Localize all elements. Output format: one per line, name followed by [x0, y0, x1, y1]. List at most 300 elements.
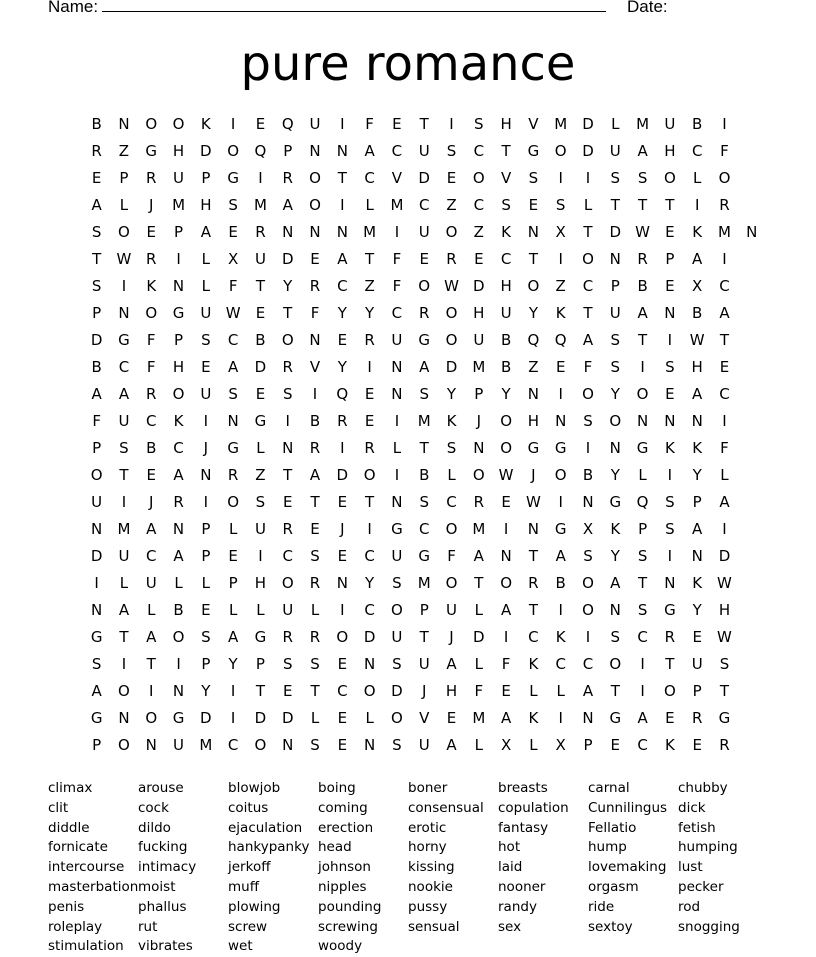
grid-letter: R — [146, 250, 157, 268]
grid-letter: O — [472, 466, 485, 484]
grid-letter: T — [665, 655, 675, 673]
word-search-grid — [83, 114, 765, 762]
grid-letter: K — [528, 709, 539, 727]
grid-letter: I — [558, 709, 563, 727]
grid-letter: T — [665, 196, 675, 214]
grid-letter: V — [391, 169, 403, 187]
grid-letter: T — [419, 628, 429, 646]
grid-row — [83, 681, 765, 708]
date-field — [627, 0, 668, 17]
grid-row — [83, 276, 765, 303]
word-list-item: ejaculation — [228, 819, 303, 836]
grid-letter: A — [146, 520, 157, 538]
grid-letter: T — [419, 115, 429, 133]
grid-letter: O — [336, 628, 349, 646]
grid-letter: P — [174, 223, 184, 241]
grid-letter: E — [555, 358, 566, 376]
grid-letter: G — [609, 493, 622, 511]
word-list-item: chubby — [678, 780, 728, 796]
grid-letter: E — [255, 304, 266, 322]
grid-letter: E — [337, 736, 348, 754]
grid-letter: I — [367, 358, 372, 376]
grid-letter: S — [392, 736, 402, 754]
grid-letter: Y — [228, 655, 238, 673]
grid-letter: I — [394, 223, 400, 241]
grid-letter: L — [529, 736, 538, 754]
grid-letter: O — [145, 115, 158, 133]
grid-letter: R — [309, 574, 321, 592]
word-list-item: blowjob — [228, 780, 281, 796]
grid-letter: E — [310, 250, 320, 268]
grid-letter: J — [421, 682, 427, 700]
grid-letter: N — [636, 412, 649, 430]
word-list-item: nipples — [318, 878, 367, 895]
grid-letter: S — [610, 628, 621, 646]
grid-letter: D — [281, 709, 294, 727]
word-list-item: fornicate — [48, 839, 108, 856]
grid-letter: A — [200, 223, 211, 241]
grid-letter: W — [717, 574, 732, 592]
word-list-item: masterbation — [48, 878, 139, 895]
grid-letter: C — [418, 520, 430, 538]
grid-letter: S — [610, 358, 621, 376]
word-list-item: sex — [498, 918, 522, 935]
grid-letter: N — [500, 547, 512, 565]
word-list-item: fetish — [678, 819, 716, 836]
grid-letter: P — [419, 601, 429, 619]
grid-letter: L — [447, 466, 456, 484]
grid-letter: N — [527, 520, 540, 538]
grid-letter: W — [225, 304, 241, 322]
grid-letter: O — [281, 574, 294, 592]
grid-letter: V — [500, 169, 512, 187]
grid-letter: E — [419, 250, 429, 268]
grid-letter: E — [201, 358, 211, 376]
word-list-item: wet — [228, 938, 253, 955]
grid-letter: D — [90, 547, 103, 565]
grid-letter: G — [554, 439, 567, 457]
grid-letter: N — [172, 277, 185, 295]
grid-letter: L — [147, 601, 156, 619]
grid-row — [83, 330, 765, 357]
grid-letter: U — [418, 736, 430, 754]
grid-letter: O — [527, 277, 540, 295]
grid-letter: S — [528, 169, 539, 187]
grid-letter: I — [176, 655, 181, 673]
grid-letter: I — [312, 385, 318, 403]
grid-letter: B — [146, 439, 157, 457]
grid-letter: Q — [254, 142, 267, 160]
grid-letter: A — [500, 601, 512, 619]
grid-letter: C — [391, 142, 403, 160]
grid-row — [83, 195, 765, 222]
grid-letter: Y — [610, 466, 620, 484]
word-list-item: vibrates — [138, 938, 193, 955]
word-list-item: stimulation — [48, 938, 124, 955]
grid-letter: W — [525, 493, 541, 511]
grid-letter: R — [473, 493, 485, 511]
grid-letter: B — [500, 358, 512, 376]
grid-letter: Q — [281, 115, 294, 133]
grid-letter: F — [720, 142, 729, 160]
grid-letter: W — [689, 331, 705, 349]
grid-letter: A — [173, 547, 184, 565]
grid-letter: P — [283, 142, 293, 160]
grid-letter: Q — [527, 331, 540, 349]
grid-letter: C — [418, 196, 430, 214]
grid-row — [83, 222, 765, 249]
grid-letter: S — [637, 547, 648, 565]
grid-letter: E — [228, 223, 238, 241]
grid-letter: A — [91, 385, 102, 403]
grid-letter: I — [503, 628, 509, 646]
grid-letter: L — [529, 682, 538, 700]
grid-letter: O — [227, 493, 240, 511]
grid-letter: I — [722, 115, 727, 133]
grid-letter: O — [445, 574, 458, 592]
word-list — [48, 779, 768, 957]
grid-letter: C — [391, 304, 403, 322]
grid-letter: I — [285, 412, 290, 430]
grid-letter: D — [418, 169, 430, 187]
grid-letter: C — [337, 682, 348, 700]
word-list-item: copulation — [498, 799, 569, 816]
grid-letter: A — [91, 682, 102, 700]
grid-letter: Z — [528, 358, 539, 376]
grid-letter: I — [340, 196, 345, 214]
grid-letter: K — [501, 223, 512, 241]
grid-letter: N — [664, 304, 676, 322]
grid-letter: G — [172, 304, 185, 322]
grid-letter: P — [201, 520, 211, 538]
grid-letter: G — [90, 709, 103, 727]
grid-letter: K — [528, 655, 539, 673]
grid-letter: N — [582, 709, 594, 727]
grid-letter: S — [446, 142, 457, 160]
grid-letter: P — [228, 574, 238, 592]
grid-letter: A — [91, 196, 102, 214]
grid-letter: Y — [610, 385, 620, 403]
word-list-item: clit — [48, 799, 69, 816]
grid-letter: U — [282, 601, 294, 619]
grid-letter: O — [582, 385, 594, 403]
grid-row — [83, 357, 765, 384]
grid-letter: M — [472, 709, 486, 727]
grid-letter: R — [309, 277, 321, 295]
grid-letter: X — [555, 223, 566, 241]
grid-letter: N — [91, 601, 103, 619]
grid-letter: I — [558, 493, 563, 511]
grid-letter: O — [363, 682, 376, 700]
grid-letter: T — [528, 547, 538, 565]
grid-letter: U — [200, 304, 212, 322]
grid-letter: K — [610, 520, 621, 538]
grid-letter: J — [340, 520, 345, 538]
grid-letter: F — [392, 250, 402, 268]
grid-letter: J — [449, 628, 454, 646]
grid-letter: H — [500, 277, 512, 295]
grid-letter: T — [419, 439, 429, 457]
grid-letter: M — [117, 520, 131, 538]
grid-letter: U — [691, 655, 703, 673]
grid-letter: I — [230, 709, 236, 727]
word-list-item: orgasm — [588, 878, 639, 895]
grid-letter: N — [118, 304, 130, 322]
grid-letter: S — [310, 655, 320, 673]
grid-letter: N — [555, 412, 567, 430]
grid-letter: S — [419, 493, 429, 511]
grid-letter: H — [500, 115, 512, 133]
word-list-item: arouse — [138, 780, 184, 796]
grid-letter: O — [609, 655, 622, 673]
grid-letter: G — [718, 709, 731, 727]
word-list-item: johnson — [318, 859, 371, 876]
grid-letter: S — [583, 547, 593, 565]
grid-letter: R — [691, 709, 703, 727]
grid-letter: O — [145, 304, 158, 322]
grid-letter: R — [173, 493, 184, 511]
grid-letter: I — [558, 385, 563, 403]
grid-letter: A — [118, 601, 130, 619]
grid-letter: K — [692, 223, 703, 241]
grid-letter: P — [638, 520, 648, 538]
grid-letter: F — [228, 277, 238, 295]
name-blank-line — [102, 0, 606, 12]
grid-letter: U — [473, 331, 485, 349]
grid-letter: I — [94, 574, 99, 592]
grid-letter: M — [417, 412, 431, 430]
grid-letter: E — [665, 277, 675, 295]
grid-letter: I — [176, 250, 181, 268]
grid-letter: U — [91, 493, 103, 511]
grid-letter: A — [582, 682, 594, 700]
grid-letter: M — [172, 196, 186, 214]
grid-letter: R — [227, 466, 239, 484]
grid-letter: E — [665, 385, 675, 403]
word-list-item: randy — [498, 898, 537, 915]
grid-letter: R — [637, 250, 648, 268]
word-list-item: head — [318, 839, 352, 856]
grid-letter: M — [253, 196, 267, 214]
grid-letter: R — [282, 358, 293, 376]
grid-letter: T — [337, 169, 347, 187]
grid-letter: C — [364, 601, 375, 619]
grid-letter: X — [555, 736, 566, 754]
grid-letter: O — [309, 169, 321, 187]
grid-letter: A — [337, 250, 348, 268]
grid-letter: D — [200, 709, 212, 727]
grid-letter: O — [118, 223, 130, 241]
grid-letter: C — [719, 277, 730, 295]
grid-letter: S — [228, 385, 238, 403]
grid-letter: L — [474, 601, 483, 619]
grid-letter: L — [365, 196, 374, 214]
grid-letter: S — [665, 358, 675, 376]
grid-letter: T — [310, 493, 320, 511]
grid-letter: A — [555, 547, 566, 565]
grid-letter: N — [282, 223, 294, 241]
grid-letter: A — [637, 709, 648, 727]
grid-letter: Z — [473, 223, 484, 241]
grid-letter: U — [391, 628, 403, 646]
grid-letter: N — [200, 466, 212, 484]
grid-letter: T — [638, 331, 648, 349]
grid-letter: V — [528, 115, 539, 133]
grid-letter: D — [582, 115, 594, 133]
grid-letter: D — [582, 142, 594, 160]
grid-letter: S — [201, 331, 211, 349]
grid-letter: J — [149, 493, 154, 511]
grid-letter: M — [363, 223, 377, 241]
grid-letter: C — [691, 142, 703, 160]
grid-letter: J — [149, 196, 154, 214]
grid-letter: N — [691, 547, 703, 565]
grid-letter: I — [230, 682, 236, 700]
grid-letter: E — [255, 115, 266, 133]
grid-letter: O — [118, 736, 130, 754]
grid-letter: W — [717, 628, 732, 646]
grid-letter: T — [583, 223, 593, 241]
grid-letter: A — [719, 304, 730, 322]
word-list-item: climax — [48, 780, 93, 796]
grid-letter: E — [337, 709, 348, 727]
grid-letter: U — [664, 115, 676, 133]
grid-letter: R — [664, 628, 676, 646]
grid-letter: U — [609, 304, 621, 322]
grid-letter: I — [258, 169, 263, 187]
grid-letter: N — [364, 736, 376, 754]
grid-letter: I — [394, 412, 400, 430]
word-list-item: sextoy — [588, 918, 633, 935]
word-list-item: laid — [498, 859, 523, 876]
grid-letter: P — [692, 682, 702, 700]
grid-letter: E — [364, 412, 375, 430]
grid-letter: N — [227, 412, 239, 430]
grid-letter: R — [719, 196, 730, 214]
grid-letter: T — [610, 682, 620, 700]
grid-letter: G — [227, 439, 239, 457]
grid-letter: R — [282, 628, 293, 646]
grid-letter: U — [418, 655, 430, 673]
grid-letter: O — [718, 169, 731, 187]
word-list-item: pussy — [408, 898, 448, 915]
grid-letter: T — [92, 250, 102, 268]
grid-letter: A — [309, 466, 321, 484]
grid-letter: E — [337, 493, 348, 511]
word-list-item: roleplay — [48, 918, 103, 935]
grid-letter: I — [667, 466, 673, 484]
grid-letter: E — [146, 223, 156, 241]
grid-letter: C — [719, 385, 730, 403]
grid-letter: A — [364, 142, 375, 160]
grid-letter: T — [638, 574, 648, 592]
grid-letter: O — [445, 331, 458, 349]
grid-letter: D — [473, 628, 485, 646]
grid-letter: Y — [365, 574, 375, 592]
grid-letter: L — [201, 250, 211, 268]
grid-letter: U — [118, 412, 130, 430]
grid-letter: A — [692, 520, 703, 538]
grid-letter: N — [118, 115, 130, 133]
grid-letter: F — [720, 439, 729, 457]
grid-letter: H — [445, 682, 458, 700]
grid-letter: E — [610, 736, 621, 754]
grid-letter: K — [692, 439, 703, 457]
grid-letter: X — [500, 736, 512, 754]
word-list-item: Fellatio — [588, 819, 637, 836]
grid-letter: K — [200, 115, 211, 133]
grid-letter: A — [282, 196, 293, 214]
grid-letter: T — [528, 250, 538, 268]
grid-letter: T — [119, 466, 129, 484]
name-label: Name: — [48, 0, 99, 16]
grid-letter: J — [531, 466, 536, 484]
grid-letter: K — [664, 736, 675, 754]
grid-row — [83, 600, 765, 627]
grid-letter: H — [473, 304, 485, 322]
grid-letter: E — [364, 385, 375, 403]
grid-letter: I — [558, 250, 563, 268]
grid-letter: O — [472, 169, 485, 187]
grid-letter: C — [146, 547, 157, 565]
grid-letter: Y — [283, 277, 293, 295]
grid-letter: H — [527, 412, 540, 430]
grid-letter: C — [364, 547, 375, 565]
word-list-item: jerkoff — [228, 859, 271, 876]
grid-letter: L — [474, 736, 483, 754]
grid-letter: A — [173, 466, 184, 484]
grid-letter: N — [664, 574, 676, 592]
grid-letter: L — [310, 601, 320, 619]
grid-letter: E — [337, 655, 348, 673]
grid-letter: T — [119, 628, 129, 646]
grid-letter: A — [610, 574, 621, 592]
word-list-item: lust — [678, 859, 703, 876]
grid-row — [83, 249, 765, 276]
grid-letter: P — [474, 385, 484, 403]
word-list-item: intercourse — [48, 859, 125, 876]
grid-letter: O — [418, 277, 431, 295]
grid-letter: A — [692, 250, 703, 268]
grid-letter: E — [282, 493, 293, 511]
grid-letter: J — [476, 412, 482, 430]
grid-letter: G — [664, 601, 676, 619]
grid-letter: P — [583, 736, 593, 754]
grid-letter: G — [418, 331, 431, 349]
grid-letter: N — [582, 493, 594, 511]
grid-letter: O — [500, 574, 512, 592]
grid-letter: L — [228, 520, 238, 538]
grid-letter: G — [254, 628, 267, 646]
grid-letter: N — [527, 385, 540, 403]
grid-letter: A — [719, 493, 730, 511]
grid-letter: L — [720, 466, 729, 484]
word-list-item: diddle — [48, 819, 90, 836]
grid-letter: E — [719, 358, 730, 376]
grid-letter: R — [337, 412, 348, 430]
grid-letter: A — [419, 358, 430, 376]
grid-letter: L — [256, 601, 265, 619]
grid-letter: A — [146, 628, 157, 646]
grid-letter: F — [501, 655, 511, 673]
grid-letter: K — [173, 412, 184, 430]
grid-letter: L — [256, 439, 265, 457]
grid-letter: B — [255, 331, 266, 349]
grid-letter: P — [692, 493, 702, 511]
grid-letter: N — [364, 655, 376, 673]
grid-letter: N — [391, 493, 403, 511]
grid-letter: N — [282, 736, 294, 754]
